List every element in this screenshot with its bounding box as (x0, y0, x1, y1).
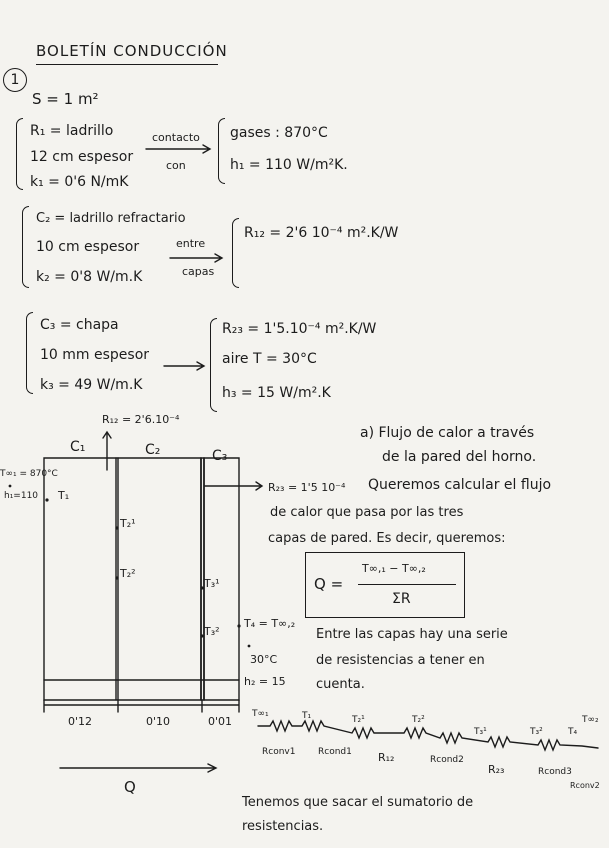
tinf-left-dot (9, 485, 12, 488)
network-r12: R₁₂ (378, 751, 395, 764)
layer3-material: C₃ = chapa (40, 317, 119, 333)
heat-flow-label: Q (124, 778, 136, 796)
layer2-conductivity: k₂ = 0'8 W/m.K (36, 269, 143, 285)
series-line-2: de resistencias a tener en (316, 653, 485, 668)
problem-number-circle: 1 (3, 68, 27, 92)
layer-c2-label: C₂ (145, 442, 161, 458)
boundary-c2-c3 (201, 458, 204, 700)
layer-c1-label: C₁ (70, 439, 86, 455)
con-label: con (166, 159, 186, 172)
t4-temperature: 30°C (250, 653, 278, 666)
layer2-thickness: 10 cm espesor (36, 239, 140, 255)
page-title: BOLETÍN CONDUCCIÓN (36, 42, 228, 60)
series-line-3: cuenta. (316, 677, 365, 692)
network-node-t2a: T₂¹ (352, 715, 365, 725)
entre-arrow (170, 254, 222, 262)
entre-label: entre (176, 237, 206, 250)
network-node-tinf2: T∞₂ (582, 715, 599, 725)
t4-label: T₄ = T∞,₂ (244, 617, 296, 630)
formula-denominator: ΣR (392, 591, 411, 607)
contacto-arrow (146, 145, 210, 153)
surface-value: S = 1 m² (32, 90, 99, 108)
t4-point (237, 624, 240, 627)
explanation-line-3: Queremos calcular el flujo (368, 477, 552, 493)
heat-flow-arrow (60, 764, 216, 772)
network-rconv2: Rconv2 (570, 781, 600, 790)
conclusion-line-1: Tenemos que sacar el sumatorio de (242, 795, 474, 810)
conclusion-line-2: resistencias. (242, 819, 324, 834)
network-rcond3: Rcond3 (538, 767, 572, 777)
layer1-material: R₁ = ladrillo (30, 123, 114, 139)
t2b-point (115, 576, 118, 579)
explanation-line-5: capas de pared. Es decir, queremos: (268, 531, 506, 546)
t2b-label: T₂² (120, 567, 136, 580)
network-rconv1: Rconv1 (262, 747, 296, 757)
network-rcond1: Rcond1 (318, 747, 352, 757)
series-line-1: Entre las capas hay una serie (316, 627, 508, 642)
r23-value: R₂₃ = 1'5.10⁻⁴ m².K/W (222, 321, 377, 337)
t3a-label: T₃¹ (204, 577, 220, 590)
gases-temperature: gases : 870°C (230, 125, 328, 141)
network-node-t3b: T₃² (530, 727, 543, 737)
capas-label: capas (182, 265, 215, 278)
gases-h-coefficient: h₁ = 110 W/m²K. (230, 157, 348, 173)
dimension-line (44, 700, 239, 712)
network-node-t4: T₄ (568, 727, 578, 737)
explanation-line-4: de calor que pasa por las tres (270, 505, 464, 520)
layer-c3-label: C₃ (212, 448, 228, 464)
layer3-arrow (164, 362, 204, 370)
t3b-label: T₃² (204, 625, 220, 638)
network-node-t3a: T₃¹ (474, 727, 487, 737)
r12-value: R₁₂ = 2'6 10⁻⁴ m².K/W (244, 225, 399, 241)
explanation-line-1: a) Flujo de calor a través (360, 425, 535, 441)
h1-left-label: h₁=110 (4, 491, 39, 501)
formula-numerator: T∞,₁ − T∞,₂ (362, 562, 426, 575)
tinf-left-label: T∞₁ = 870°C (0, 469, 58, 479)
contacto-label: contacto (152, 131, 200, 144)
network-rcond2: Rcond2 (430, 755, 464, 765)
t4-dot (248, 645, 251, 648)
layer3-conductivity: k₃ = 49 W/m.K (40, 377, 143, 393)
wall-outline (44, 458, 239, 700)
h3-coefficient: h₃ = 15 W/m².K (222, 385, 331, 401)
network-node-t1: T₁ (302, 711, 312, 721)
network-node-tinf1: T∞₁ (252, 709, 269, 719)
layer1-conductivity: k₁ = 0'6 N/mK (30, 174, 129, 190)
width3-label: 0'01 (208, 715, 233, 728)
h2-label: h₂ = 15 (244, 675, 286, 688)
air-temperature: aire T = 30°C (222, 351, 317, 367)
t3a-point (200, 586, 203, 589)
r12-arrow (103, 432, 111, 470)
network-node-t2b: T₂² (412, 715, 425, 725)
r23-arrow (205, 482, 262, 490)
layer1-thickness: 12 cm espesor (30, 149, 134, 165)
t2a-point (115, 526, 118, 529)
explanation-line-2: de la pared del horno. (382, 449, 537, 465)
t2a-label: T₂¹ (120, 517, 136, 530)
r23-arrow-label: R₂₃ = 1'5 10⁻⁴ (268, 481, 346, 494)
t1-label: T₁ (58, 489, 70, 502)
formula-lhs: Q = (314, 575, 344, 593)
width1-label: 0'12 (68, 715, 93, 728)
t1-point (45, 498, 48, 501)
network-wire (258, 721, 598, 750)
layer3-thickness: 10 mm espesor (40, 347, 150, 363)
layer2-material: C₂ = ladrillo refractario (36, 211, 186, 226)
network-r23: R₂₃ (488, 763, 505, 776)
diagram-r12-label: R₁₂ = 2'6.10⁻⁴ (102, 413, 180, 426)
t3b-point (200, 634, 203, 637)
width2-label: 0'10 (146, 715, 171, 728)
